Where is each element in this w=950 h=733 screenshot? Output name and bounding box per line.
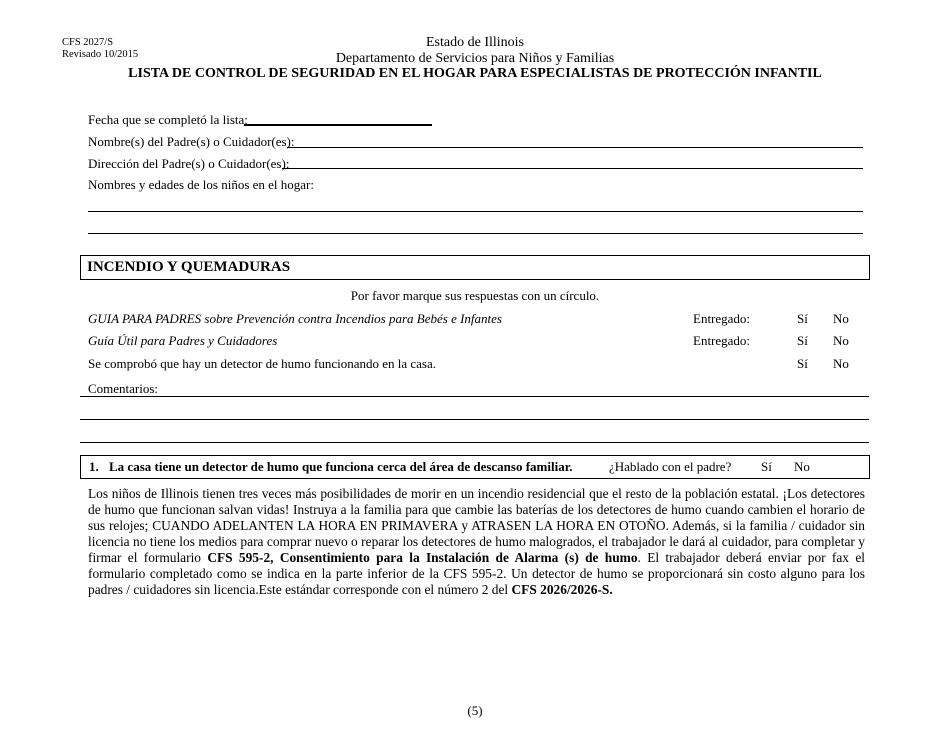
comments-line-3[interactable] (80, 442, 869, 443)
section-title: INCENDIO Y QUEMADURAS (87, 259, 291, 275)
question-box (80, 455, 870, 479)
children-line-1[interactable] (88, 211, 863, 212)
children-line-2[interactable] (88, 233, 863, 234)
row-3-text: Se comprobó que hay un detector de humo funcionando en la casa. (88, 356, 436, 371)
row-1-no[interactable]: No (833, 311, 849, 326)
state-name: Estado de Illinois (426, 35, 524, 50)
row-3-no[interactable]: No (833, 356, 849, 371)
department-name: Departamento de Servicios para Niños y Familias (335, 51, 615, 66)
row-1-text: GUIA PARA PADRES sobre Prevención contra Incendios para Bebés e Infantes (88, 311, 502, 326)
children-label: Nombres y edades de los niños en el hogar: (88, 177, 315, 192)
info-paragraph (88, 486, 865, 598)
paragraph-part-1: Los niños de Illinois tienen tres veces más posibilidades de morir en un incendio residencial que el resto de la población estatal. ¡Los detectores de humo que funcionan salvan vidas! Instruya a la familia para que cambie las baterías de los detectores de humo cuando cambien el horario de sus relojes; CUANDO ADELANTEN LA HORA EN PRIMAVERA y ATRASEN LA HORA EN OTOÑO. Además, si la familia / cuidador sin licencia no tiene los medios para comprar nuevo o reparar los detectores de humo malogrados, el trabajador le dará al cuidador, para completar y firmar el formulario (88, 486, 865, 565)
paragraph-part-2: . El trabajador deberá enviar por fax el formulario completado como se indica en la parte inferior de la CFS 595-2. Un detector de humo se proporcionará sin costo alguno para los padres / cuidadores sin licencia.Este estándar corresponde con el número 2 del (88, 550, 865, 597)
revision-date: Revisado 10/2015 (62, 49, 139, 60)
form-code: CFS 2027/S (62, 37, 114, 48)
section-header-box (80, 255, 870, 280)
instruction-text: Por favor marque sus respuestas con un círculo. (350, 288, 600, 303)
question-yes[interactable]: Sí (761, 459, 772, 474)
date-line[interactable] (244, 124, 432, 126)
question-text: La casa tiene un detector de humo que funciona cerca del área de descanso familiar. (109, 459, 573, 474)
address-line[interactable] (282, 168, 863, 169)
question-no[interactable]: No (794, 459, 810, 474)
paragraph-bold-2: CFS 2026/2026-S. (511, 582, 613, 597)
comments-line-2[interactable] (80, 419, 869, 420)
row-2-yes[interactable]: Sí (797, 333, 808, 348)
comments-label: Comentarios: (88, 381, 159, 396)
row-2-label: Entregado: (693, 333, 751, 348)
page-number: (5) (467, 703, 483, 718)
page-title: LISTA DE CONTROL DE SEGURIDAD EN EL HOGAR PARA ESPECIALISTAS DE PROTECCIÓN INFANTIL (128, 66, 822, 81)
row-1-yes[interactable]: Sí (797, 311, 808, 326)
date-label: Fecha que se completó la lista: (88, 112, 248, 127)
row-1-label: Entregado: (693, 311, 751, 326)
row-2-no[interactable]: No (833, 333, 849, 348)
row-3-yes[interactable]: Sí (797, 356, 808, 371)
address-label: Dirección del Padre(s) o Cuidador(es): (88, 156, 290, 171)
question-ask: ¿Hablado con el padre? (609, 459, 732, 474)
paragraph-bold-1: CFS 595-2, Consentimiento para la Instalación de Alarma (s) de humo (207, 550, 638, 565)
parents-line[interactable] (287, 147, 863, 148)
row-2-text: Guía Útil para Padres y Cuidadores (88, 333, 278, 348)
question-number: 1. (89, 459, 99, 474)
comments-line-1[interactable] (80, 396, 869, 397)
parents-label: Nombre(s) del Padre(s) o Cuidador(es): (88, 134, 295, 149)
